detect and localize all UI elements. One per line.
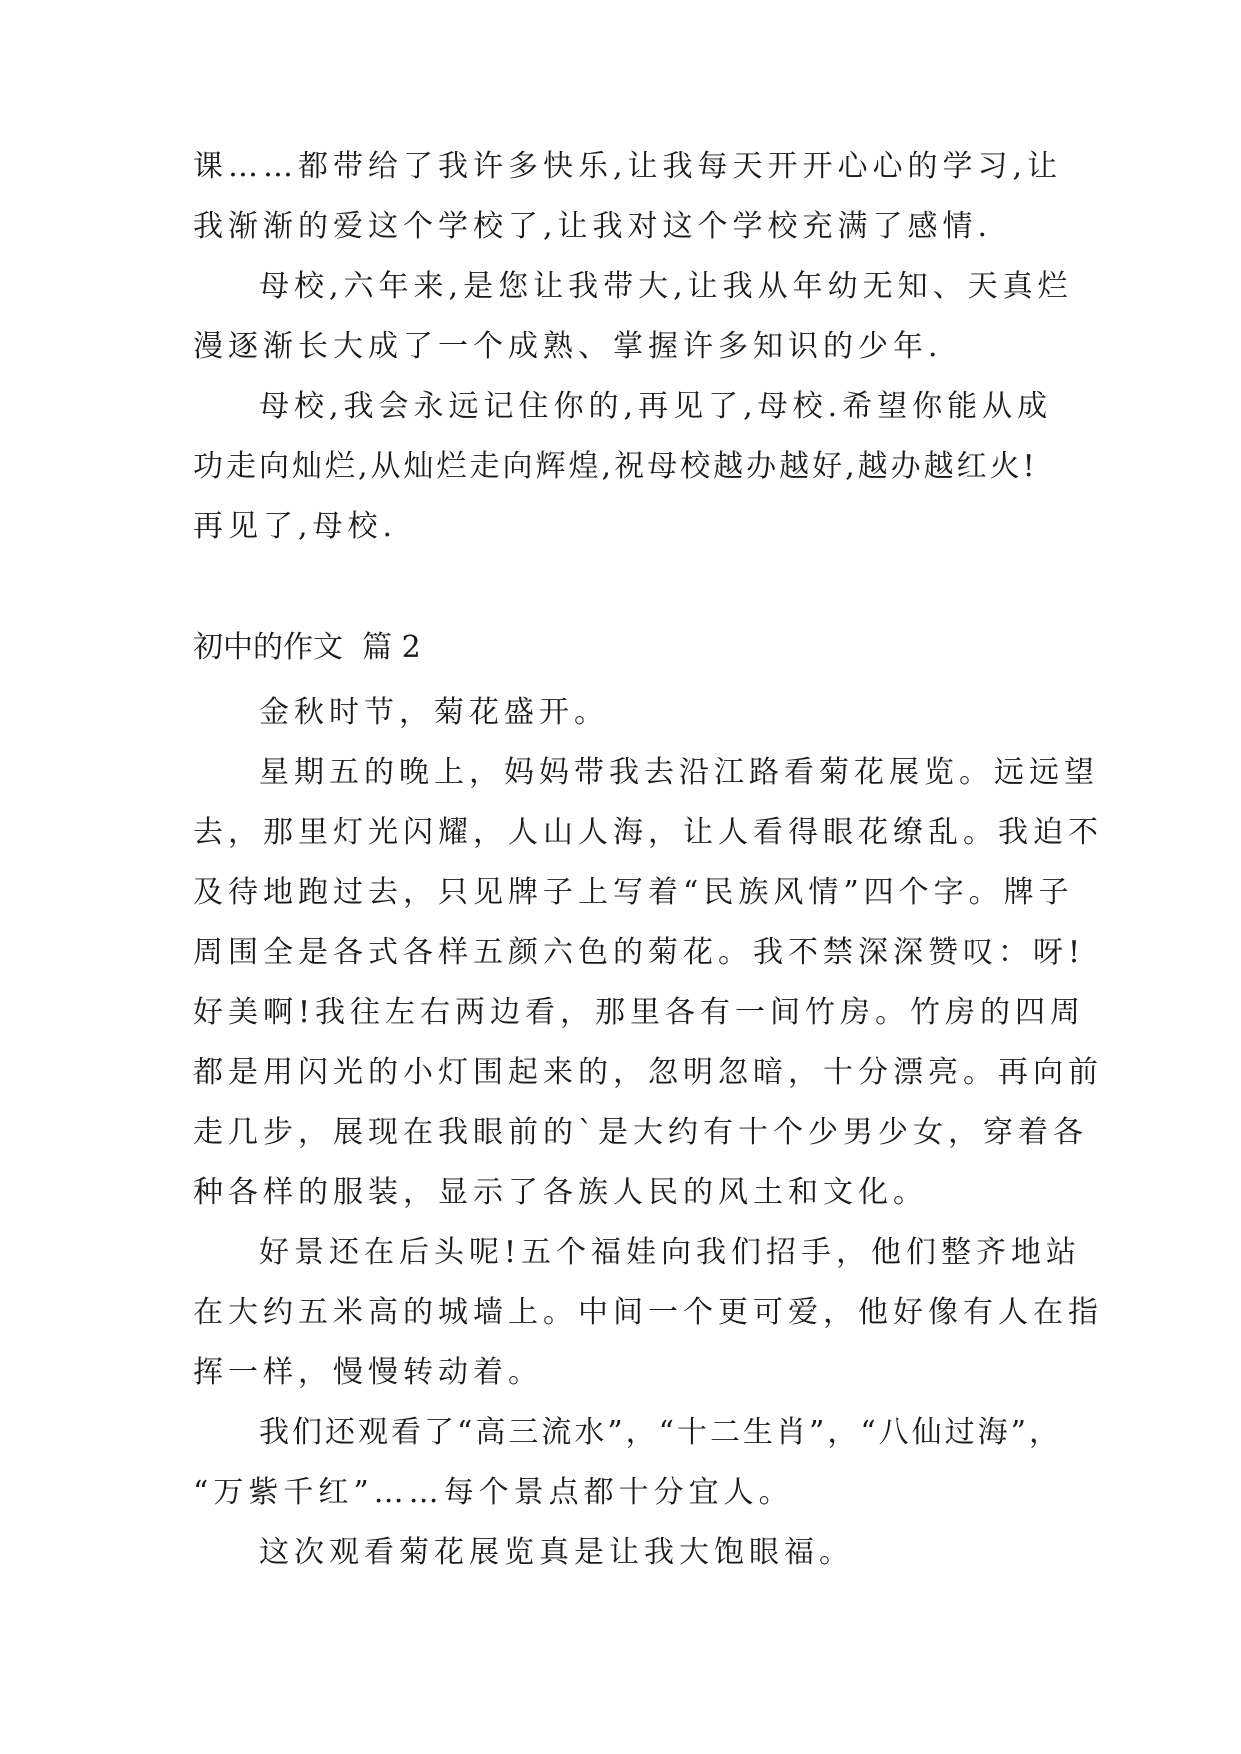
paragraph-line: 在大约五米高的城墙上。中间一个更可爱，他好像有人在指 (193, 1295, 1103, 1330)
paragraph-line: 母校,六年来,是您让我带大,让我从年幼无知、天真烂 (259, 269, 1073, 304)
paragraph-line: 金秋时节，菊花盛开。 (259, 695, 609, 730)
paragraph-line: 去，那里灯光闪耀，人山人海，让人看得眼花缭乱。我迫不 (193, 815, 1103, 850)
paragraph-line: 周围全是各式各样五颜六色的菊花。我不禁深深赞叹：呀! (193, 935, 1086, 970)
paragraph-line: 走几步，展现在我眼前的`是大约有十个少男少女，穿着各 (193, 1115, 1088, 1150)
paragraph-line: 好景还在后头呢!五个福娃向我们招手，他们整齐地站 (259, 1235, 1082, 1270)
paragraph-line: 及待地跑过去，只见牌子上写着“民族风情”四个字。牌子 (193, 875, 1074, 910)
paragraph-line: 我渐渐的爱这个学校了,让我对这个学校充满了感情. (193, 209, 993, 244)
paragraph-line: 再见了,母校. (193, 509, 398, 544)
essay-section-2 (193, 683, 1103, 1583)
paragraph-line: 星期五的晚上，妈妈带我去沿江路看菊花展览。远远望 (259, 755, 1099, 790)
paragraph-line: 我们还观看了“高三流水”，“十二生肖”，“八仙过海”， (259, 1415, 1063, 1450)
paragraph-line: 都是用闪光的小灯围起来的，忽明忽暗，十分漂亮。再向前 (193, 1055, 1103, 1090)
paragraph-line: 母校,我会永远记住你的,再见了,母校.希望你能从成 (259, 389, 1053, 424)
paragraph-line: 这次观看菊花展览真是让我大饱眼福。 (259, 1535, 854, 1570)
paragraph-line: 种各样的服装，显示了各族人民的风土和文化。 (193, 1175, 928, 1210)
paragraph-line: 好美啊!我往左右两边看，那里各有一间竹房。竹房的四周 (193, 995, 1086, 1030)
essay-section-1 (193, 137, 1073, 557)
paragraph-line: 挥一样，慢慢转动着。 (193, 1355, 543, 1390)
paragraph-line: 课……都带给了我许多快乐,让我每天开开心心的学习,让 (193, 149, 1063, 184)
essay-heading: 初中的作文 篇 2 (193, 630, 421, 665)
paragraph-line: 功走向灿烂,从灿烂走向辉煌,祝母校越办越好,越办越红火! (193, 449, 1038, 484)
paragraph-line: 漫逐渐长大成了一个成熟、掌握许多知识的少年. (193, 329, 943, 364)
paragraph-line: “万紫千红”……每个景点都十分宜人。 (193, 1475, 794, 1510)
